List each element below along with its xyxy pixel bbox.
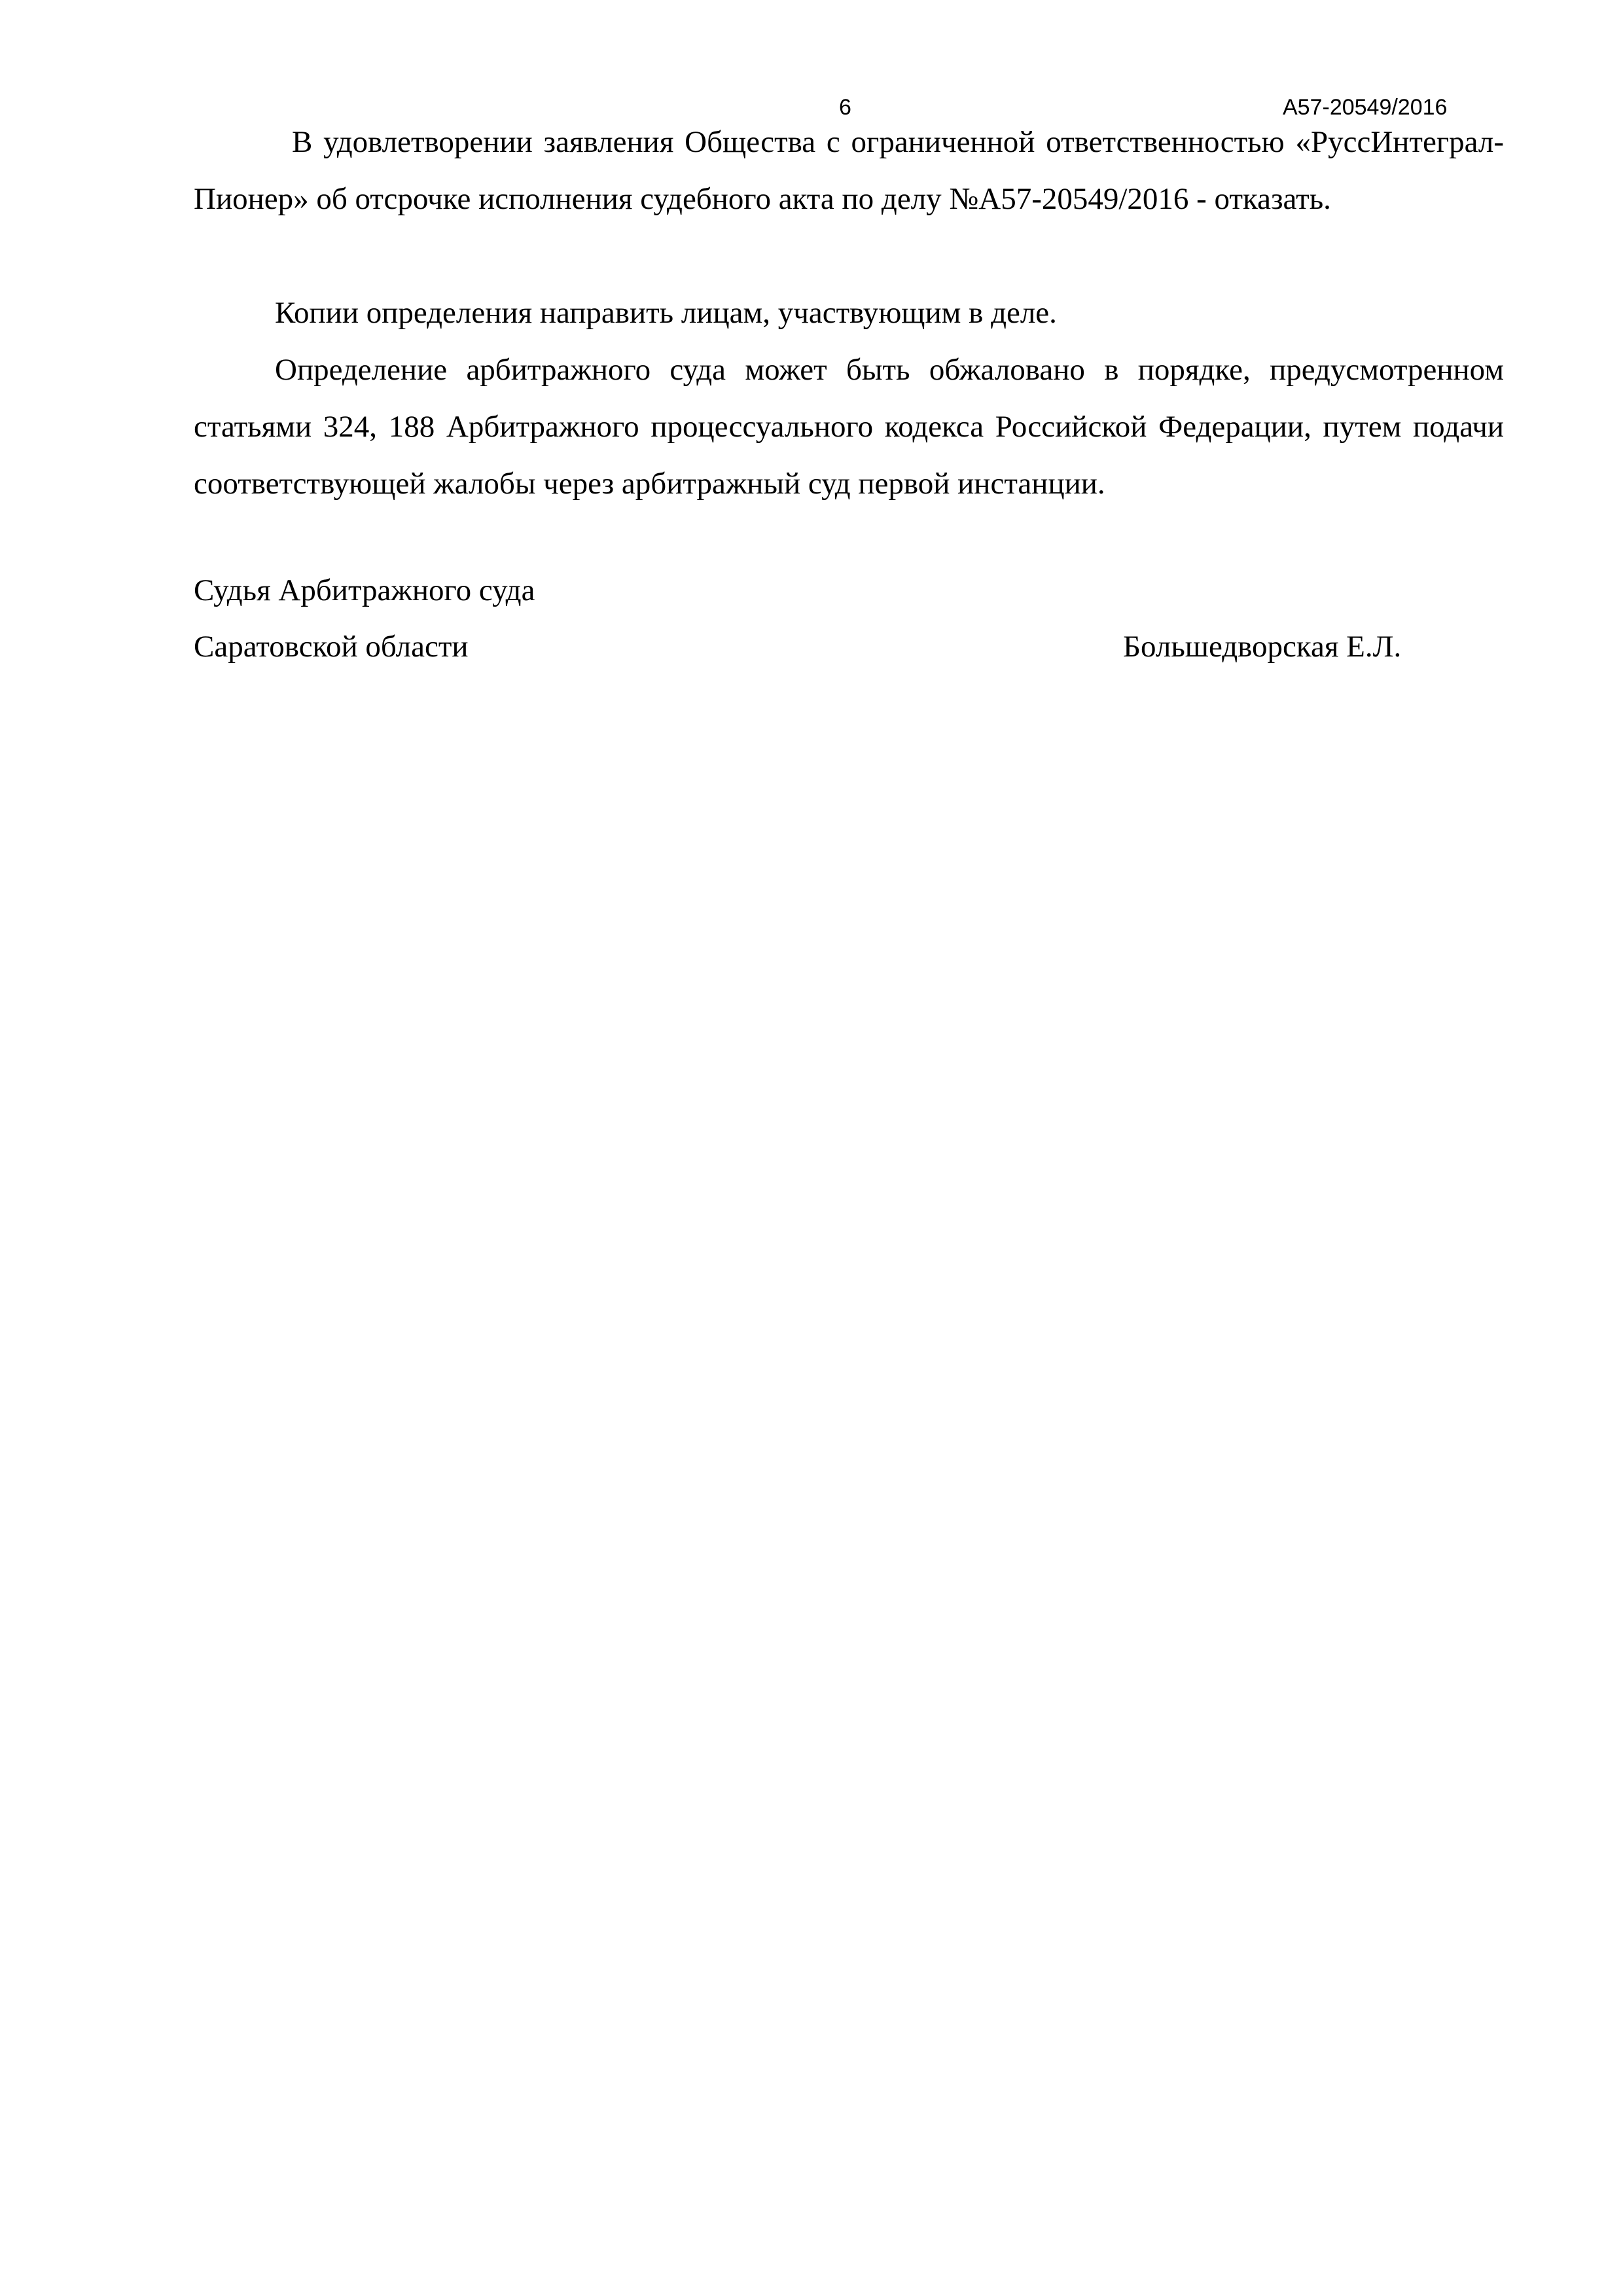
paragraph-copies: Копии определения направить лицам, участвующим в деле. [275,296,1057,330]
signature-title-line1: Судья Арбитражного суда [194,573,535,607]
page-number: 6 [839,95,851,120]
signature-title-line2: Саратовской области [194,630,469,664]
paragraph-appeal: Определение арбитражного суда может быть обжаловано в порядке, предусмотренном статьями 324, 188 Арбитражного процессуального кодекса Российской Федерации, путем подачи соответствующей жалобы через арбитражный суд первой инстанции. [194,353,1504,501]
judge-name: Большедворская Е.Л. [1123,630,1402,664]
case-number-header: А57-20549/2016 [1283,95,1448,120]
paragraph-ruling: В удовлетворении заявления Общества с ограниченной ответственностью «РуссИнтеграл-Пионер» об отсрочке исполнения судебного акта по делу №А57-20549/2016 - отказать. [194,125,1504,216]
